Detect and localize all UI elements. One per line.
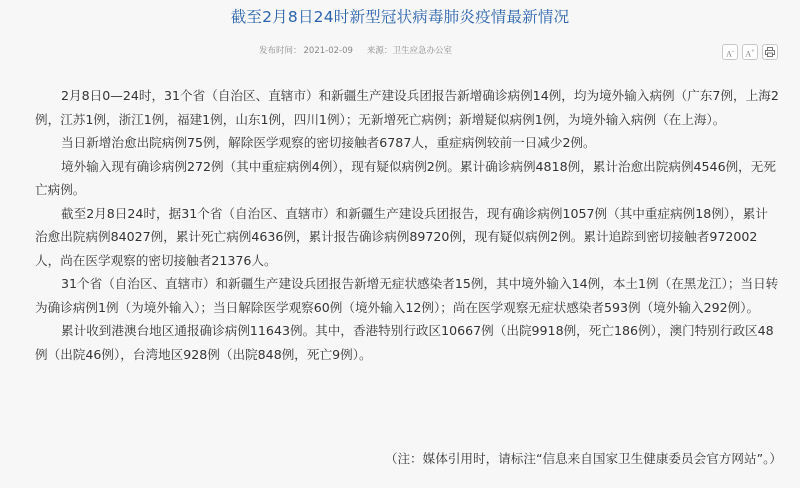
paragraph: 31个省（自治区、直辖市）和新疆生产建设兵团报告新增无症状感染者15例，其中境外输入14例，本土1例（在黑龙江）；当日转为确诊病例1例（为境外输入）；当日解除医学观察60例（境外输入12例）；尚在医学观察无症状感染者593例（境外输入292例）。: [35, 276, 779, 315]
paragraph: 当日新增治愈出院病例75例，解除医学观察的密切接触者6787人，重症病例较前一日减少2例。: [61, 135, 596, 150]
source-label: 来源：: [366, 46, 393, 56]
font-decrease-label: A: [726, 49, 732, 59]
font-increase-button[interactable]: [742, 44, 758, 60]
minus-icon: -: [731, 49, 734, 55]
source: 卫生应急办公室: [392, 46, 452, 56]
article-tools: [722, 44, 778, 60]
print-button[interactable]: [762, 44, 778, 60]
print-icon: [765, 47, 775, 57]
article-meta: [259, 44, 452, 56]
publish-time: 2021-02-09: [303, 46, 353, 56]
plus-icon: +: [751, 49, 755, 55]
font-increase-label: A: [745, 49, 752, 59]
media-citation-note: （注：媒体引用时，请标注“信息来自国家卫生健康委员会官方网站”。）: [384, 451, 782, 466]
paragraph: 截至2月8日24时，据31个省（自治区、直辖市）和新疆生产建设兵团报告，现有确诊病例1057例（其中重症病例18例），累计治愈出院病例84027例，累计死亡病例4636例，累计报告确诊病例89720例，现有疑似病例2例。累计追踪到密切接触者972002人，尚在医学观察的密切接触者21376人。: [35, 205, 768, 268]
paragraph: 2月8日0—24时，31个省（自治区、直辖市）和新疆生产建设兵团报告新增确诊病例14例，均为境外输入病例（广东7例，上海2例，江苏1例，浙江1例，福建1例，山东1例，四川1例）；无新增死亡病例；新增疑似病例1例，为境外输入病例（在上海）。: [35, 88, 779, 127]
font-decrease-button[interactable]: [722, 44, 738, 60]
article-title: 截至2月8日24时新型冠状病毒肺炎疫情最新情况: [230, 8, 570, 26]
publish-time-label: 发布时间：: [259, 46, 302, 56]
paragraph: 境外输入现有确诊病例272例（其中重症病例4例），现有疑似病例2例。累计确诊病例4818例，累计治愈出院病例4546例，无死亡病例。: [35, 158, 776, 197]
paragraph: 累计收到港澳台地区通报确诊病例11643例。其中，香港特别行政区10667例（出院9918例，死亡186例），澳门特别行政区48例（出院46例），台湾地区928例（出院848例，死亡9例）。: [35, 323, 774, 362]
article-body: [35, 84, 780, 366]
